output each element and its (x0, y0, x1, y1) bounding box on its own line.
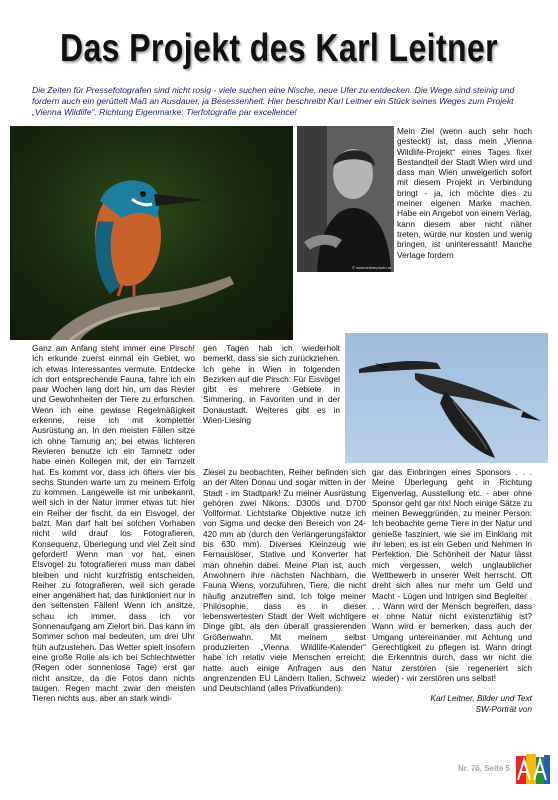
signature-line-2: SW-Porträt von (475, 703, 532, 714)
page-number: Nr. 76, Seite 5 (457, 764, 510, 773)
column-2-bottom: Ziesel zu beobachten, Reiher befinden sich an der Alten Donau und sogar mitten in der Stadt - im Stadtpark! Zu meiner Ausrüstung gehören zwei Nikons: D300s und D700 Vollformat. Lichtstarke Objektive nutze ich von Sigma und decke den Bereich von 24-420 mm ab (durch den Verlängerungsfaktor bis 630 mm). Diverses Kleinzeug wie Fernauslöser, Stative und Konverter hat man ohnehin dabei. Meine Plan ist, auch Anwohnern ihre nächsten Nachbarn, die Fauna Wiens, vorzuführen, Tiere, die nicht häufig anzutreffen sind. Ich folge meiner Philosophie, dass es in dieser lebenswertesten Stadt der Welt wichtigere Dinge gibt, als den überall grassierenden Größenwahn. Mit meinem selbst produzierten „Vienna Wildlife-Kalender“ habe ich relativ viele Menschen erreicht; hatte auch einige Anfragen aus den angrenzenden EU Ländern Italien, Schweiz und Deutschland (alles Privatkunden). (203, 467, 366, 694)
kingfisher-photo (10, 126, 293, 340)
portrait-photo (297, 126, 394, 272)
column-1: Ganz am Anfang steht immer eine Pirsch! Ich erkunde zuerst einmal ein Gebiet, wo ich etwas Interessantes vermute. Entdecke ich dort entsprechende Fauna, fahre ich ein paar Wochen lang dort hin, um das Revier und Gewohnheiten der Tiere zu erforschen. Wenn ich eine gewisse Regelmäßigkeit erkenne, reise ich mit kompletter Ausrüstung an. In den meisten Fällen sitze ich ohne Tarnung an; bei etwas lichteren Revieren benutze ich ein Tarnnetz oder habe einen Kollegen mit, der ein Tarnzelt hat. Es kommt vor, dass ich öfters vier bis sechs Stunden warte um zu meinem Erfolg zu kommen. Langeweile ist mir unbekannt, weil sich in der Natur immer etwas tut: hier ein Reiher der fischt, da ein Eisvogel, der balzt. Man darf halt bei solchen Vorhaben nicht wild drauf los Fotografieren, Konsequenz, Überlegung und viel Zeit sind gefordert! Wenn man vor hat, einen Eisvogel zu fotografieren muss man dabei bleiben und nicht kurzfristig entscheiden, Reiher zu fotografieren, weil sich gerade einer angenähert hat, das funktioniert nur in den seltensten Fällen! Wenn ich ansitze, schau ich immer, dass ich vor Sonnenaufgang am Zielort bin. Das kann im Sommer schon mal bedeuten, um drei Uhr früh aufzustehen. Das Wetter spielt insofern eine große Rolle als ich bei Schlechtwetter (Regen oder sonnenlose Tage) erst gar nicht ansitze, da die Fotos dann nichts taugen. Regen macht zwar den meisten Tieren nichts aus, aber an stark windi- (32, 343, 195, 704)
column-3 (372, 467, 532, 714)
photo-credit: © www.leitnerphoto.at (352, 265, 391, 270)
page-title: Das Projekt des Karl Leitner (59, 27, 499, 70)
signature-line-1: Karl Leitner, Bilder und Text (430, 693, 532, 704)
cormorant-photo (345, 333, 548, 463)
top-right-paragraph: Mein Ziel (wenn auch sehr hoch gesteckt) ist, dass mein „Vienna Wildlife-Projekt“ eines Tages fixer Bestandteil der Stadt Wien wird und dass man Wien unweigerlich sofort mit diesem Projekt in Verbindung bringt - ja, ich möchte dies zu meiner eigenen Marke machen. Habe ein Angebot von einem Verlag, kann diesem aber nicht näher treten, würde nur kosten und wenig bringen, ist uninteressant! Manche Verlage fordern (397, 126, 532, 260)
magazine-logo (514, 752, 552, 788)
intro-paragraph: Die Zeiten für Pressefotografen sind nicht rosig - viele suchen eine Nische, neue Ufer zu entdecken. Die Wege sind steinig und fordern auch ein gerüttelt Maß an Ausdauer, ja Besessenheit. Hier beschreibt Karl Leitner ein Stück seines Weges zum Projekt „Vienna Wildlife“, Richtung Eigenmarke: Tierfotografie par excellence! (32, 85, 515, 118)
column-2-top: gen Tagen hab ich wiederholt bemerkt, dass sie sich zurückziehen. Ich gehe in Wien in folgenden Bezirken auf die Pirsch: Für Eisvögel gibt es mehrere Gebiete in Simmering, in Favoriten und in der Donaustadt. Weiteres gibt es in Wien-Liesing (203, 343, 340, 426)
column-3-text: gar das Einbringen eines Sponsors . . . Meine Überlegung geht in Richtung Eigenverlag, Ausstellung etc. - aber ohne Sponsor geht gar nix! Noch einige Sätze zu meinen Beweggründen, zu meiner Person: Ich beobachte gerne Tiere in der Natur und genieße fasziniert, wie sie im Einklang mit ihr leben; es ist ein Geben und Nehmen in Perfektion. Die Schönheit der Natur lässt mich vergessen, welch unglaublicher Wettbewerb in unserer Welt herrscht. Oft dreht sich alles nur mehr um Geld und Macht - Lügen und Intrigen sind Begleiter . . . Wann wird der Mensch begreifen, dass er ohne Natur nicht existenzfähig ist? Wann wird er bemerken, dass auch der Umgang untereinander mit Achtung und Gerechtigkeit zu pflegen ist. Wann dringt die Erkenntnis durch, dass wir nicht die Natur zerstören (sie regeneriert sich wieder) - wir zerstören uns selbst! (372, 467, 532, 683)
